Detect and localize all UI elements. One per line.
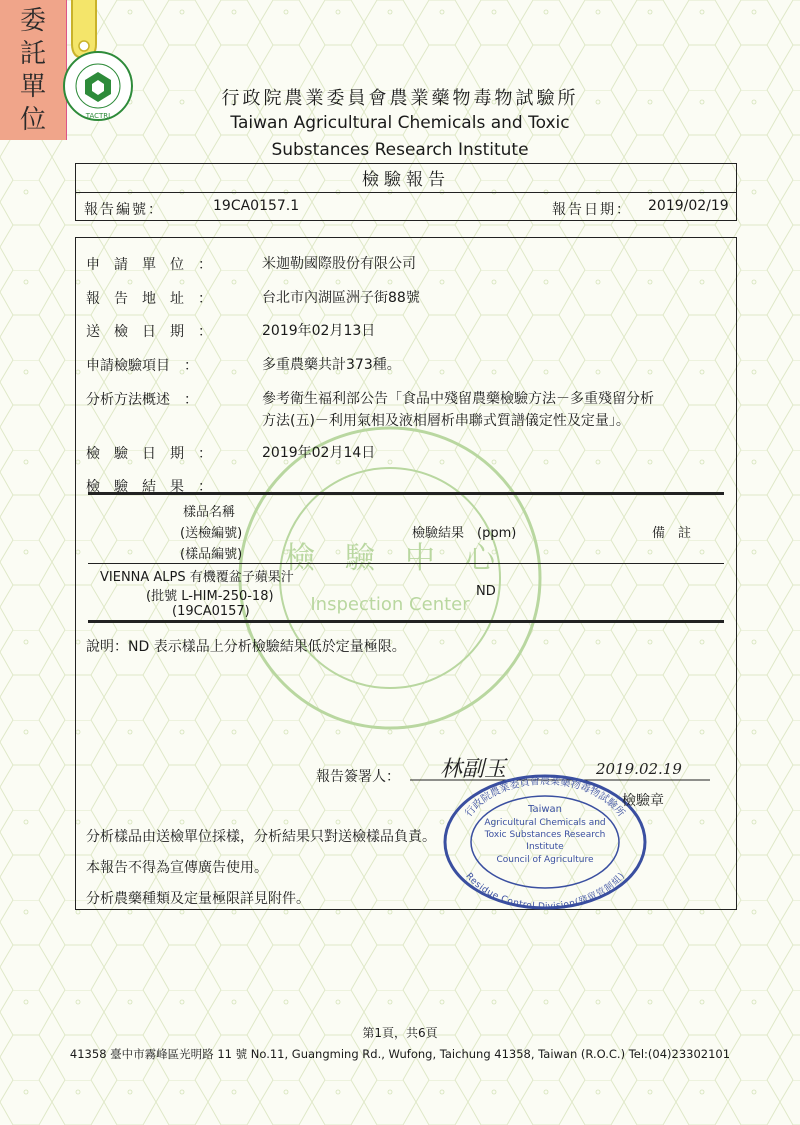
table-header-name: 樣品名稱: [183, 505, 236, 520]
report-title: 檢驗報告: [362, 170, 450, 190]
signature-handwriting: 林副玉: [440, 757, 507, 782]
report-number: 19CA0157.1: [213, 198, 300, 214]
test-items-label: 申請檢驗項目 ：: [86, 358, 198, 374]
table-bottom-rule: [88, 620, 724, 623]
test-items-value: 多重農藥共計373種。: [262, 357, 401, 373]
table-top-rule: [88, 492, 724, 495]
header-divider: [75, 192, 737, 193]
test-date-value: 2019年02月14日: [262, 445, 376, 461]
seal-ring-bottom: Residue Control Division(殘留管制組): [463, 871, 627, 912]
table-row-sample-name: VIENNA ALPS 有機覆盆子蘋果汁: [100, 570, 294, 585]
submit-date-label: 送 檢 日 期 ：: [86, 324, 212, 340]
table-header-submit-no: (送檢編號): [180, 526, 243, 541]
seal-line1: Taiwan: [527, 804, 563, 815]
footer-address: 41358 臺中市霧峰區光明路 11 號 No.11, Guangming Rd., Wufong, Taichung 41358, Taiwan (R.O.C.) Tel:(04)23302101: [69, 1047, 731, 1061]
table-header-sample-no: (樣品編號): [180, 547, 243, 562]
tag-char: 位: [19, 105, 46, 135]
address-label: 報 告 地 址 ：: [86, 291, 212, 307]
submit-date-value: 2019年02月13日: [262, 323, 376, 339]
watermark-center-text: 檢 驗 中 心: [285, 541, 495, 576]
institute-name-en-line2: Substances Research Institute: [271, 140, 529, 160]
table-row-result: ND: [476, 584, 496, 599]
method-value-line2: 方法(五)－利用氣相及液相層析串聯式質譜儀定性及定量」。: [262, 413, 630, 429]
applicant-label: 申 請 單 位 ：: [86, 257, 212, 273]
report-date: 2019/02/19: [648, 198, 729, 214]
inspection-seal: [440, 772, 650, 912]
seal-line2: Agricultural Chemicals and: [484, 818, 606, 828]
table-row-batch-no: (批號 L-HIM-250-18): [146, 589, 274, 604]
seal-line4: Institute: [526, 842, 564, 852]
tag-char: 委: [19, 6, 46, 36]
watermark-center-en: Inspection Center: [310, 594, 470, 615]
result-label: 檢 驗 結 果 ：: [86, 479, 212, 495]
seal-line5: Council of Agriculture: [496, 855, 594, 865]
seal-ring-top: 行政院農業委員會農業藥物毒物試驗所: [463, 776, 627, 820]
tag-char: 單: [19, 72, 46, 102]
method-label: 分析方法概述 ：: [86, 392, 198, 408]
report-number-label: 報告編號：: [84, 202, 164, 218]
seal-label: 檢驗章: [622, 793, 664, 809]
address-value: 台北市內湖區洲子街88號: [262, 290, 420, 306]
statement-no-advertising: 本報告不得為宣傳廣告使用。: [86, 860, 268, 876]
svg-text:Residue Control Division(殘留管制組: [463, 871, 627, 912]
signature-date: 2019.02.19: [596, 760, 682, 778]
page-indicator: 第1頁，共6頁: [362, 1026, 438, 1040]
statement-sampling: 分析樣品由送檢單位採樣，分析結果只對送檢樣品負責。: [86, 829, 436, 845]
statement-appendix: 分析農藥種類及定量極限詳見附件。: [86, 891, 310, 907]
applicant-value: 米迦勒國際股份有限公司: [262, 256, 416, 272]
seal-line3: Toxic Substances Research: [484, 830, 606, 840]
signatory-label: 報告簽署人：: [316, 769, 400, 785]
report-date-label: 報告日期：: [552, 202, 632, 218]
table-header-rule: [88, 563, 724, 564]
logo-text: TACTRI: [85, 112, 111, 120]
institute-name-zh: 行政院農業委員會農業藥物毒物試驗所: [221, 88, 579, 109]
table-row-sample-no: (19CA0157): [172, 604, 250, 619]
institute-name-en-line1: Taiwan Agricultural Chemicals and Toxic: [230, 113, 570, 133]
test-date-label: 檢 驗 日 期 ：: [86, 446, 212, 462]
table-header-note: 備 註: [652, 526, 692, 541]
nd-explanation: 說明：ND 表示樣品上分析檢驗結果低於定量極限。: [86, 639, 406, 655]
method-value-line1: 參考衛生福利部公告「食品中殘留農藥檢驗方法－多重殘留分析: [262, 391, 654, 407]
tag-char: 託: [19, 39, 46, 69]
table-header-result: 檢驗結果 (ppm): [412, 526, 517, 541]
